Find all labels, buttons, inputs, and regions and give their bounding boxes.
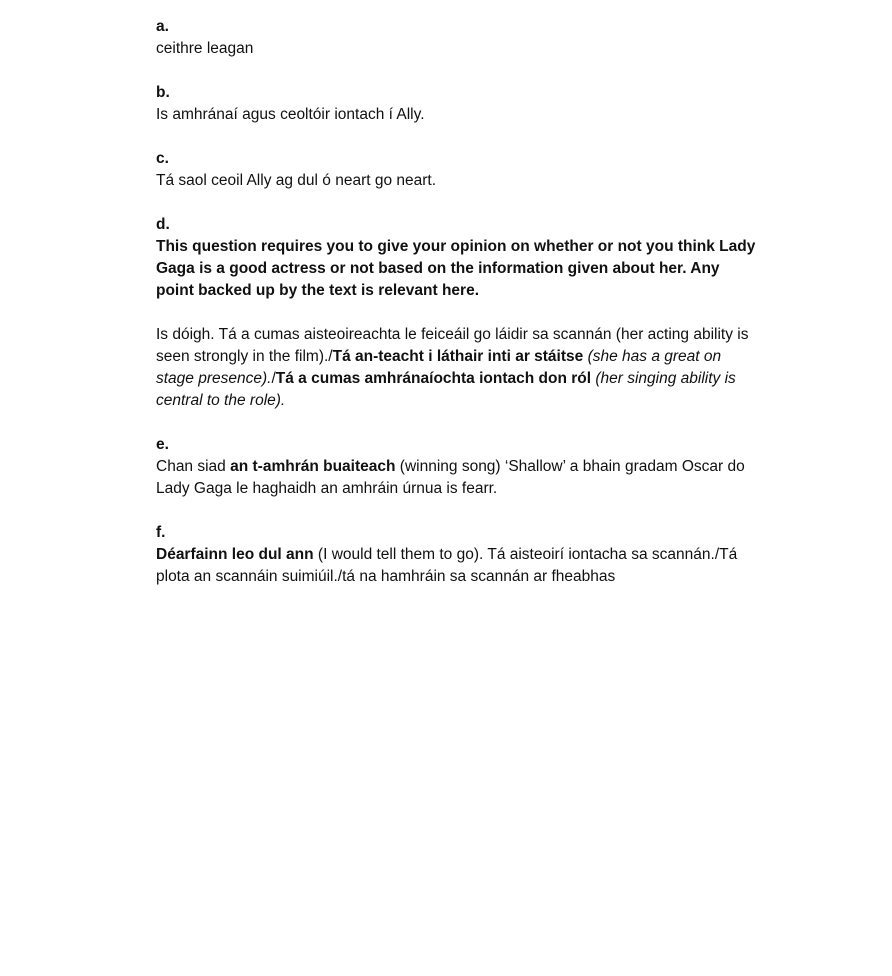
instruction-text: This question requires you to give your opinion on whether or not you think Lady Gaga is a good actress or not based on the information given about her. Any point backed up by the text is relevant here. xyxy=(156,238,756,299)
answer-bold: Tá an-teacht i láthair inti ar stáitse xyxy=(332,348,584,365)
answer-text: Tá saol ceoil Ally ag dul ó neart go neart. xyxy=(156,172,437,189)
question-letter: e. xyxy=(156,436,169,453)
question-letter: b. xyxy=(156,84,170,101)
section-b xyxy=(156,82,756,126)
answer-text: (winning song) ‘Shallow’ a bhain gradam Oscar do Lady Gaga le haghaidh an amhráin úrnua is fearr. xyxy=(156,458,745,497)
answer-text: Chan siad xyxy=(156,458,231,475)
section-d xyxy=(156,214,756,412)
answer-bold: Déarfainn leo dul ann xyxy=(156,546,314,563)
question-letter: f. xyxy=(156,524,166,541)
answer-text: ceithre leagan xyxy=(156,40,254,57)
answer-text: Is dóigh. Tá a cumas aisteoireachta le feiceáil go láidir sa scannán (her acting ability is seen strongly in the film)./ xyxy=(156,326,749,365)
separator: / xyxy=(271,370,276,387)
question-letter: d. xyxy=(156,216,170,233)
answer-sheet xyxy=(156,16,756,610)
answer-text: (I would tell them to go). Tá aisteoirí iontacha sa scannán./Tá plota an scannáin suimiúil./tá na hamhráin sa scannán ar fheabhas xyxy=(156,546,738,585)
answer-bold: Tá a cumas amhránaíochta iontach don ról xyxy=(275,370,592,387)
answer-italic: (her singing ability is central to the role). xyxy=(156,370,736,409)
section-e xyxy=(156,434,756,500)
answer-paragraph xyxy=(156,456,756,500)
question-letter: a. xyxy=(156,18,169,35)
section-a xyxy=(156,16,756,60)
answer-italic: (she has a great on stage presence). xyxy=(156,348,722,387)
answer-paragraph xyxy=(156,544,756,588)
answer-paragraph xyxy=(156,324,756,412)
section-f xyxy=(156,522,756,588)
question-letter: c. xyxy=(156,150,169,167)
answer-text: Is amhránaí agus ceoltóir iontach í Ally. xyxy=(156,106,425,123)
answer-bold: an t-amhrán buaiteach xyxy=(230,458,396,475)
section-c xyxy=(156,148,756,192)
